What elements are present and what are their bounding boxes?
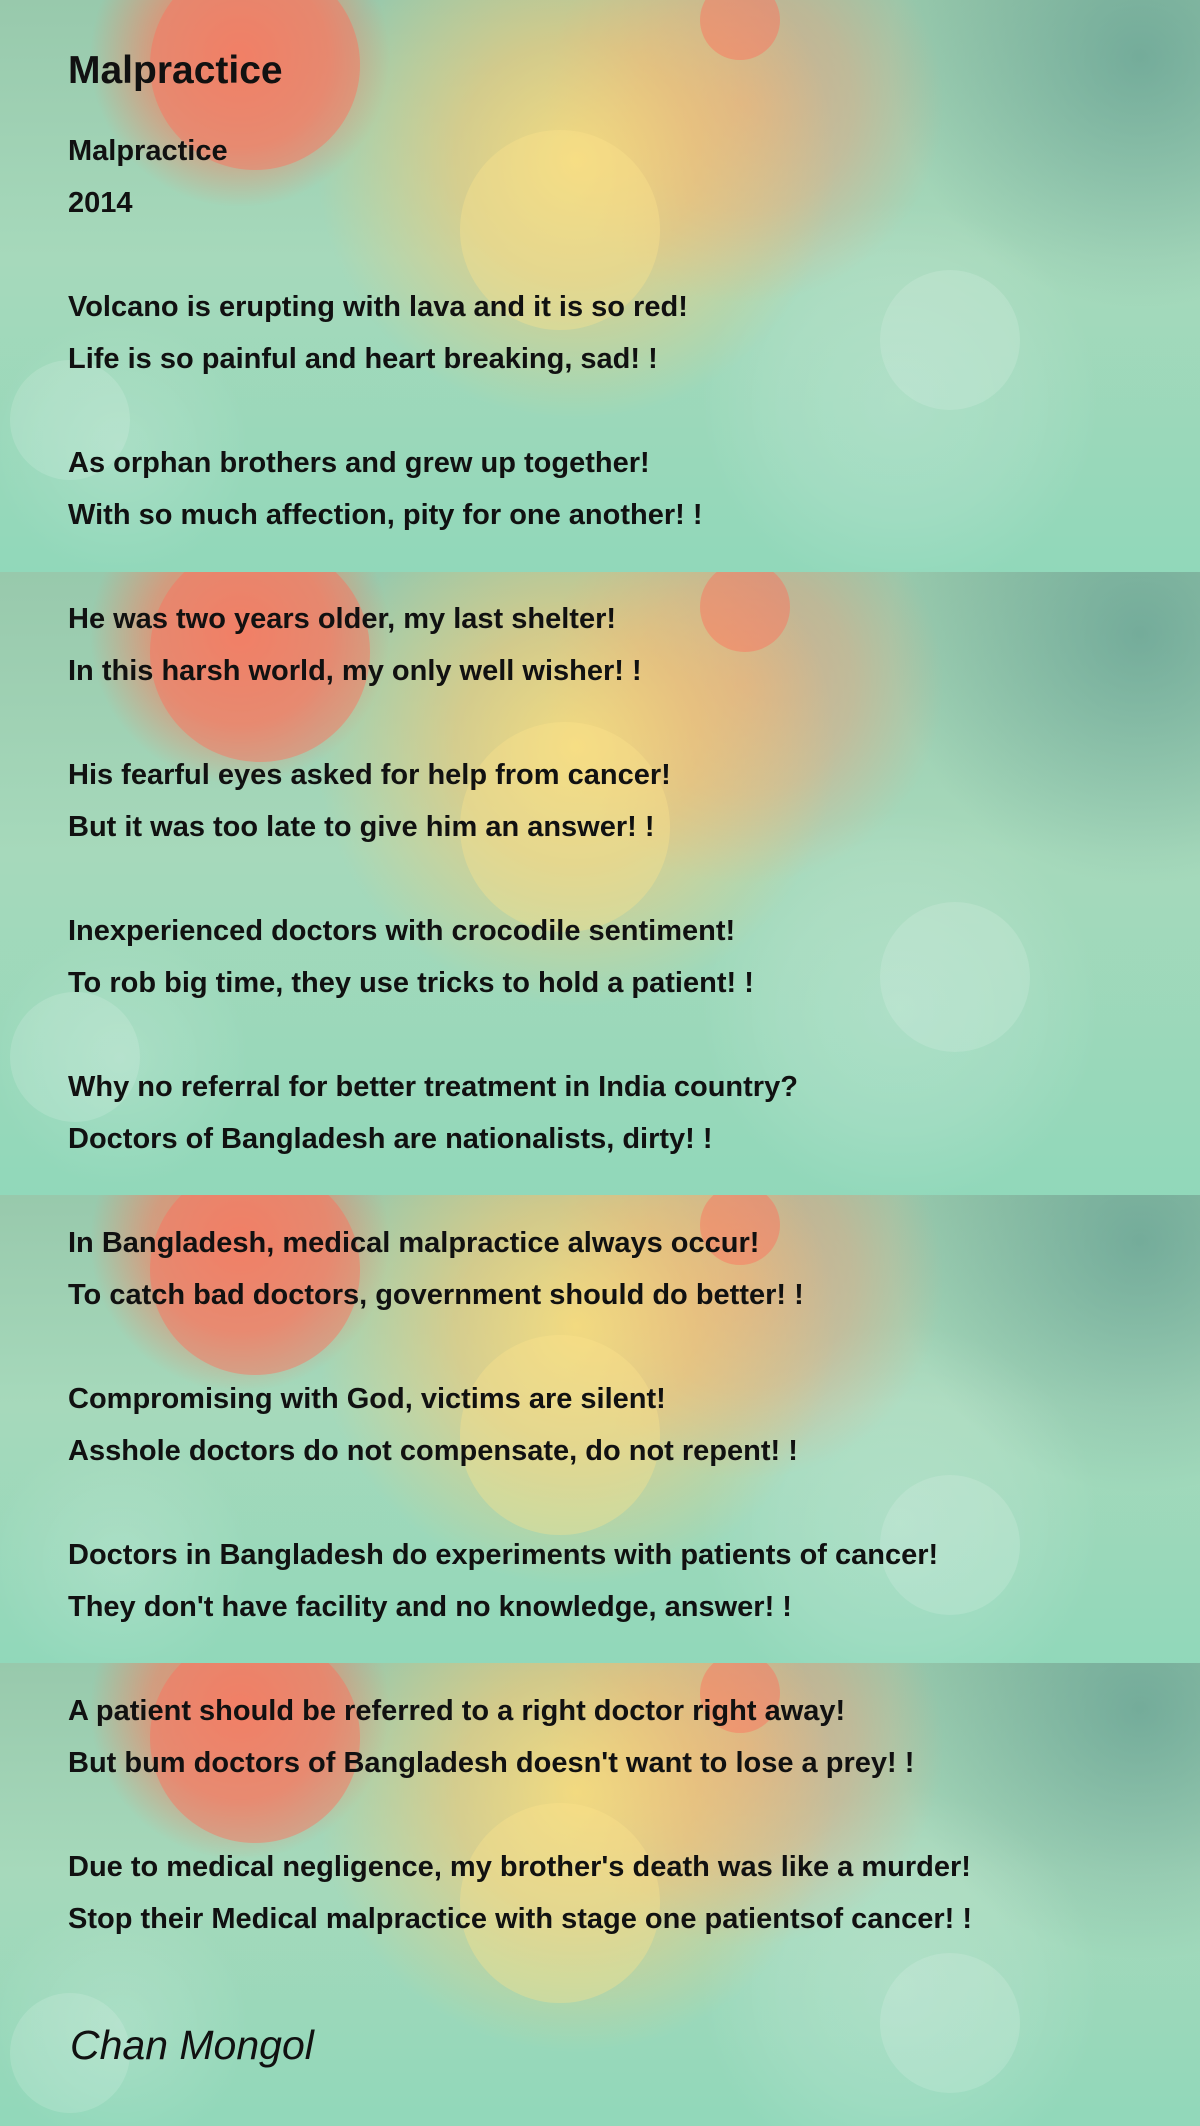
poem-line: They don't have facility and no knowledge, answer! ! — [68, 1590, 792, 1623]
stanza-gap — [68, 1477, 1148, 1529]
poem-line: He was two years older, my last shelter! — [68, 602, 617, 635]
poem-line: But bum doctors of Bangladesh doesn't want to lose a prey! ! — [68, 1746, 915, 1779]
poem-line: Inexperienced doctors with crocodile sentiment! — [68, 914, 736, 947]
author-name: Chan Mongol — [70, 2022, 314, 2068]
stanza-gap — [68, 1009, 1148, 1061]
poem-content — [68, 48, 1148, 1945]
poem-line: Doctors in Bangladesh do experiments with patients of cancer! — [68, 1538, 939, 1571]
poem-line: Life is so painful and heart breaking, sad! ! — [68, 342, 658, 375]
poem-line: Compromising with God, victims are silent! — [68, 1382, 666, 1415]
poem-line: Volcano is erupting with lava and it is so red! — [68, 290, 688, 323]
poem-line: But it was too late to give him an answer! ! — [68, 810, 655, 843]
poem-line: As orphan brothers and grew up together! — [68, 446, 650, 479]
stanza-gap — [68, 697, 1148, 749]
stanza-gap — [68, 541, 1148, 593]
poem-line: To catch bad doctors, government should do better! ! — [68, 1278, 804, 1311]
poem-line: His fearful eyes asked for help from cancer! — [68, 758, 671, 791]
poem-line: A patient should be referred to a right doctor right away! — [68, 1694, 846, 1727]
poem-line: To rob big time, they use tricks to hold a patient! ! — [68, 966, 754, 999]
poem-line: Why no referral for better treatment in India country? — [68, 1070, 798, 1103]
poem-year: 2014 — [68, 186, 133, 219]
stanza-gap — [68, 853, 1148, 905]
stanza-gap — [68, 1633, 1148, 1685]
stanza-gap — [68, 1165, 1148, 1217]
poem-subtitle: Malpractice — [68, 134, 228, 167]
stanza-gap — [68, 229, 1148, 281]
poem-line: Due to medical negligence, my brother's death was like a murder! — [68, 1850, 971, 1883]
poem-line: In this harsh world, my only well wisher! ! — [68, 654, 642, 687]
bokeh-circle — [880, 1953, 1020, 2093]
poem-line: Stop their Medical malpractice with stage one patientsof cancer! ! — [68, 1902, 973, 1935]
stanza-gap — [68, 1321, 1148, 1373]
poem-line: Doctors of Bangladesh are nationalists, dirty! ! — [68, 1122, 713, 1155]
stanza-gap — [68, 1789, 1148, 1841]
poem-line: Asshole doctors do not compensate, do not repent! ! — [68, 1434, 798, 1467]
poem-line: In Bangladesh, medical malpractice always occur! — [68, 1226, 760, 1259]
poem-line: With so much affection, pity for one another! ! — [68, 498, 703, 531]
poem-title: Malpractice — [68, 49, 283, 92]
stanza-gap — [68, 385, 1148, 437]
